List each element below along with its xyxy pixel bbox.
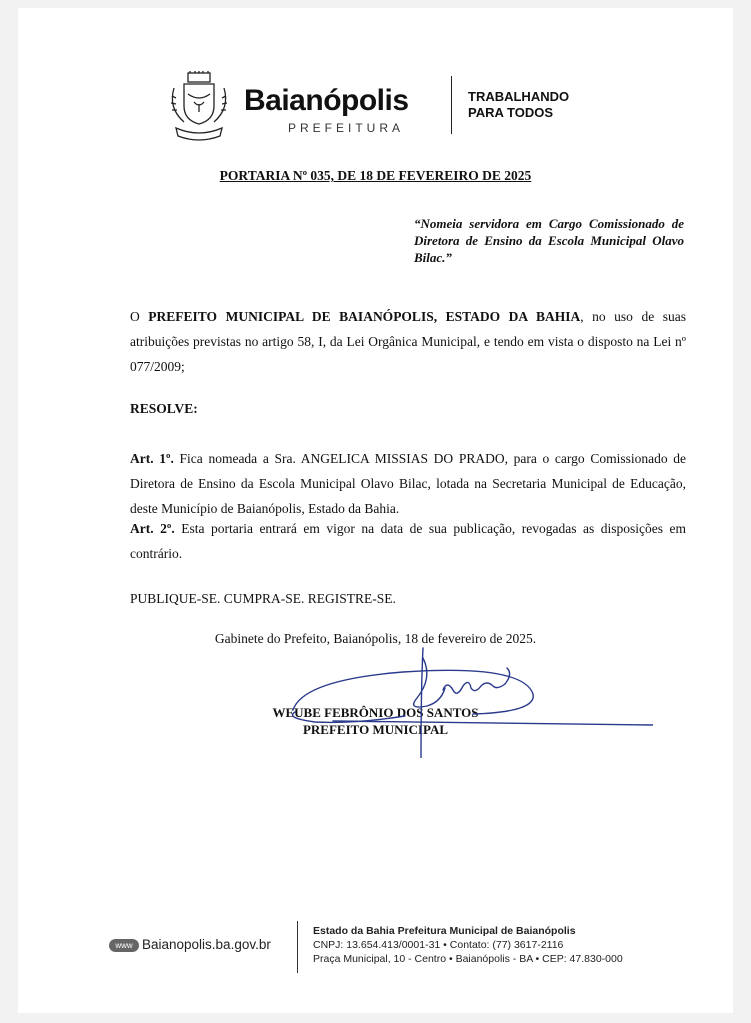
website-link[interactable]: Baianopolis.ba.gov.br	[142, 937, 271, 952]
footer-divider	[297, 921, 298, 973]
slogan-line-1: TRABALHANDO	[468, 89, 570, 104]
article-1	[130, 446, 686, 521]
signer-title: PREFEITO MUNICIPAL	[302, 722, 449, 737]
slogan-line-2: PARA TODOS	[468, 105, 553, 120]
article-1-label: Art. 1º.	[130, 451, 174, 466]
preamble-rest: , no uso de suas atribuições previstas no artigo 58, I, da Lei Orgânica Municipal, e tendo em vista o disposto na Lei nº 077/2009;	[130, 309, 686, 374]
www-badge: www	[109, 939, 139, 952]
brand-name: Baianópolis	[244, 84, 409, 117]
footer-line-1: Estado da Bahia Prefeitura Municipal de Baianópolis	[313, 925, 576, 937]
ementa: “Nomeia servidora em Cargo Comissionado de Diretora de Ensino da Escola Municipal Olavo Bilac.”	[414, 216, 684, 265]
publique-line: PUBLIQUE-SE. CUMPRA-SE. REGISTRE-SE.	[130, 591, 396, 606]
article-1-text: Fica nomeada a Sra. ANGELICA MISSIAS DO PRADO, para o cargo Comissionado de Diretora de Ensino da Escola Municipal Olavo Bilac, lotada na Secretaria Municipal de Educação, deste Município de Baianópolis, Estado da Bahia.	[130, 451, 686, 516]
preamble-bold: PREFEITO MUNICIPAL DE BAIANÓPOLIS, ESTADO DA BAHIA	[148, 309, 581, 324]
preamble-prefix: O	[130, 309, 149, 324]
slogan	[468, 89, 569, 121]
resolve-heading: RESOLVE:	[130, 401, 198, 416]
document-page	[18, 8, 733, 1013]
document-title: PORTARIA Nº 035, DE 18 DE FEVEREIRO DE 2025	[219, 168, 532, 183]
header-divider	[451, 76, 452, 134]
brand-subtitle: PREFEITURA	[288, 121, 405, 135]
preamble-paragraph	[130, 304, 686, 379]
signer-name: WEUBE FEBRÔNIO DOS SANTOS	[272, 705, 479, 720]
article-2	[130, 516, 686, 566]
footer-line-3: Praça Municipal, 10 - Centro • Baianópolis - BA • CEP: 47.830-000	[313, 953, 623, 965]
handwritten-signature	[273, 638, 653, 758]
municipal-crest-icon	[166, 70, 232, 146]
article-2-text: Esta portaria entrará em vigor na data de sua publicação, revogadas as disposições em contrário.	[130, 521, 686, 561]
gabinete-line: Gabinete do Prefeito, Baianópolis, 18 de fevereiro de 2025.	[214, 631, 537, 646]
footer-line-2: CNPJ: 13.654.413/0001-31 • Contato: (77) 3617-2116	[313, 939, 564, 951]
article-2-label: Art. 2º.	[130, 521, 175, 536]
